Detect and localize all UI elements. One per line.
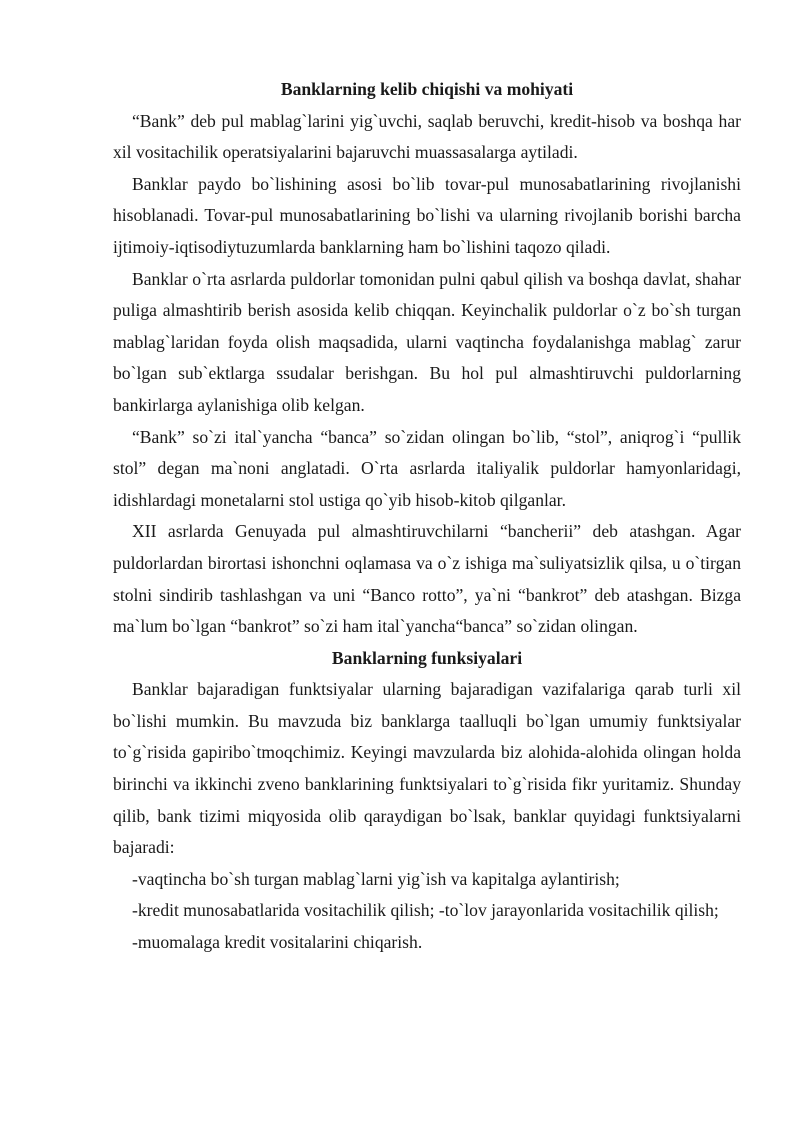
paragraph-bank-definition: “Bank” deb pul mablag`larini yig`uvchi, saqlab beruvchi, kredit-hisob va boshqa har xil vositachilik operatsiyalarini bajaruvchi muassasalarga aytiladi. <box>113 110 741 163</box>
list-item-function-2: -kredit munosabatlarida vositachilik qilish; -to`lov jarayonlarida vositachilik qilish; <box>132 900 719 921</box>
paragraph-genoa: XII asrlarda Genuyada pul almashtiruvchilarni “bancherii” deb atashgan. Agar puldorlardan birortasi ishonchni oqlamasa va o`z ishiga ma`suliyatsizlik qilsa, u o`tirgan stolni sindirib tashlashgan va uni “Banco rotto”, ya`ni “bankrot” deb atashgan. Bizga ma`lum bo`lgan “bankrot” so`zi ham ital`yancha“banca” so`zidan olingan. <box>113 521 741 637</box>
section-heading-functions: Banklarning funksiyalari <box>331 647 523 668</box>
paragraph-emergence-basis: Banklar paydo bo`lishining asosi bo`lib tovar-pul munosabatlarining rivojlanishi hisoblanadi. Tovar-pul munosabatlarining bo`lishi va ularning rivojlanib borishi barcha ijtimoiy-iqtisodiytuzumlarda banklarning ham bo`lishini taqozo qiladi. <box>113 173 741 257</box>
paragraph-etymology: “Bank” so`zi ital`yancha “banca” so`zidan olingan bo`lib, “stol”, aniqrog`i “pullik stol” degan ma`noni anglatadi. O`rta asrlarda italiyalik puldorlar hamyonlaridagi, idishlardagi monetalarni stol ustiga qo`yib hisob-kitob qilganlar. <box>113 426 741 510</box>
paragraph-middle-ages: Banklar o`rta asrlarda puldorlar tomonidan pulni qabul qilish va boshqa davlat, shahar puliga almashtirib berish asosida kelib chiqqan. Keyinchalik puldorlar o`z bo`sh turgan mablag`laridan foyda olish maqsadida, ularni vaqtincha foydalanishga mablag` zarur bo`lgan sub`ektlarga ssudalar berishgan. Bu hol pul almashtiruvchi puldorlarning bankirlarga aylanishiga olib kelgan. <box>113 268 741 415</box>
list-item-function-3: -muomalaga kredit vositalarini chiqarish. <box>132 932 423 953</box>
paragraph-functions-intro: Banklar bajaradigan funktsiyalar ularning bajaradigan vazifalariga qarab turli xil bo`lishi mumkin. Bu mavzuda biz banklarga taalluqli bo`lgan umumiy funktsiyalar to`g`risida gapiribo`tmoqchimiz. Keyingi mavzularda biz alohida-alohida olingan holda birinchi va ikkinchi zveno banklarining funktsiyalari to`g`risida fikr yuritamiz. Shunday qilib, bank tizimi miqyosida olib qaraydigan bo`lsak, banklar quyidagi funktsiyalarni bajaradi: <box>113 679 741 858</box>
list-item-function-1: -vaqtincha bo`sh turgan mablag`larni yig`ish va kapitalga aylantirish; <box>132 868 620 889</box>
section-heading-origins: Banklarning kelib chiqishi va mohiyati <box>280 79 574 99</box>
document-page <box>113 74 741 959</box>
